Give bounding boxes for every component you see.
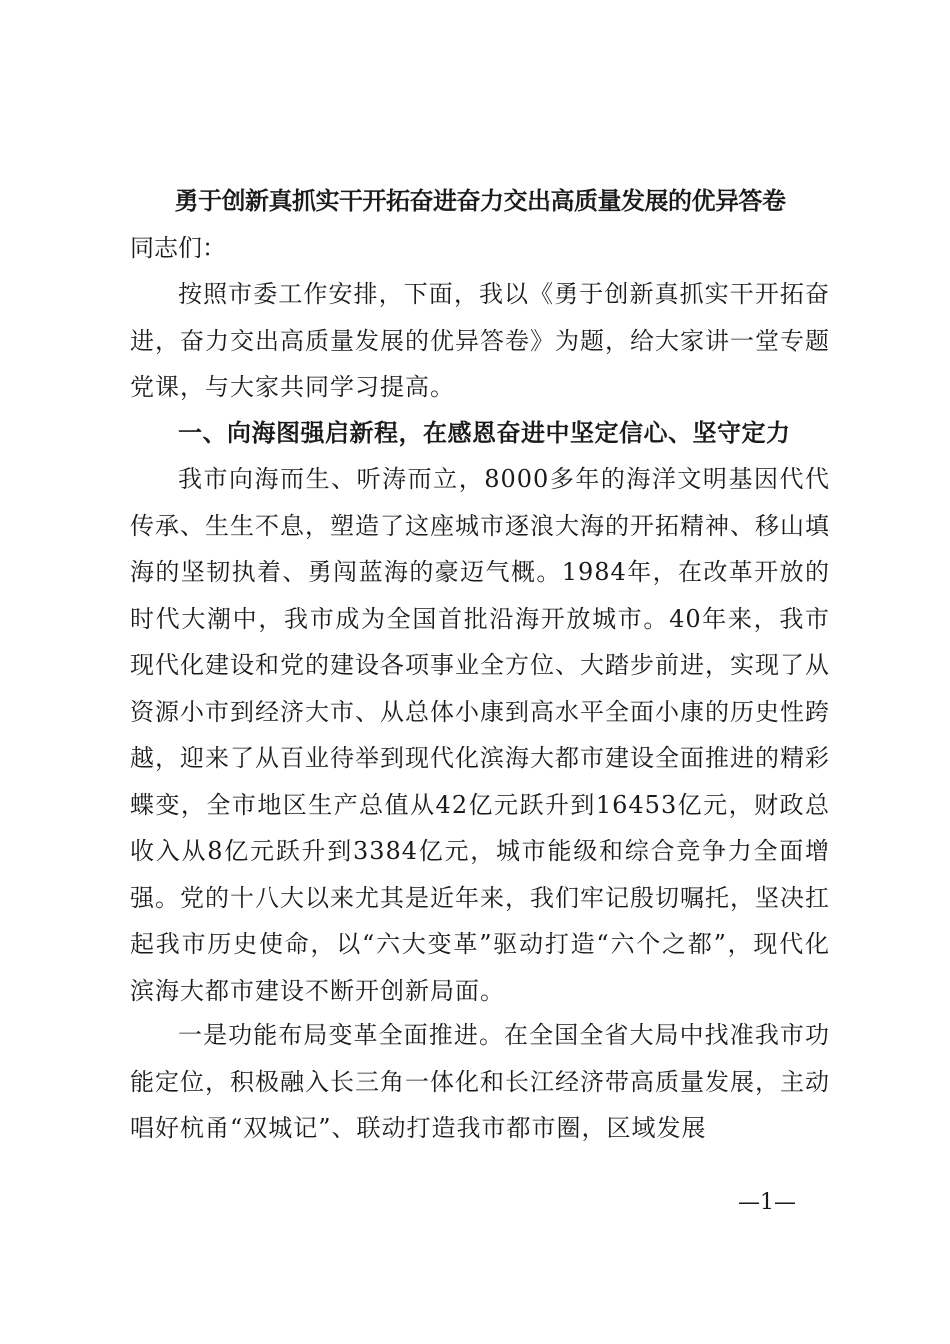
document-title: 勇于创新真抓实干开拓奋进奋力交出高质量发展的优异答卷 [174,186,786,215]
section-heading-1: 一、向海图强启新程，在感恩奋进中坚定信心、坚守定力 [178,419,791,447]
page-number: —1— [738,1190,796,1215]
section-1-paragraph: 我市向海而生、听涛而立，8000多年的海洋文明基因代代传承、生生不息，塑造了这座城市逐浪大海的开拓精神、移山填海的坚韧执着、勇闯蓝海的豪迈气概。1984年，在改革开放的时代大潮中，我市成为全国首批沿海开放城市。40年来，我市现代化建设和党的建设各项事业全方位、大踏步前进，实现了从资源小市到经济大市、从总体小康到高水平全面小康的历史性跨越，迎来了从百业待举到现代化滨海大都市建设全面推进的精彩蝶变，全市地区生产总值从42亿元跃升到16453亿元，财政总收入从8亿元跃升到3384亿元，城市能级和综合竞争力全面增强。党的十八大以来尤其是近年来，我们牢记殷切嘱托，坚决扛起我市历史使命，以“六大变革”驱动打造“六个之都”，现代化滨海大都市建设不断开创新局面。 [130,465,830,1005]
intro-paragraph: 按照市委工作安排，下面，我以《勇于创新真抓实干开拓奋进，奋力交出高质量发展的优异答卷》为题，给大家讲一堂专题党课，与大家共同学习提高。 [130,280,830,401]
section-1-point-1-paragraph: 一是功能布局变革全面推进。在全国全省大局中找准我市功能定位，积极融入长三角一体化和长江经济带高质量发展，主动唱好杭甬“双城记”、联动打造我市都市圈，区域发展 [130,1021,830,1142]
salutation: 同志们： [130,234,226,262]
